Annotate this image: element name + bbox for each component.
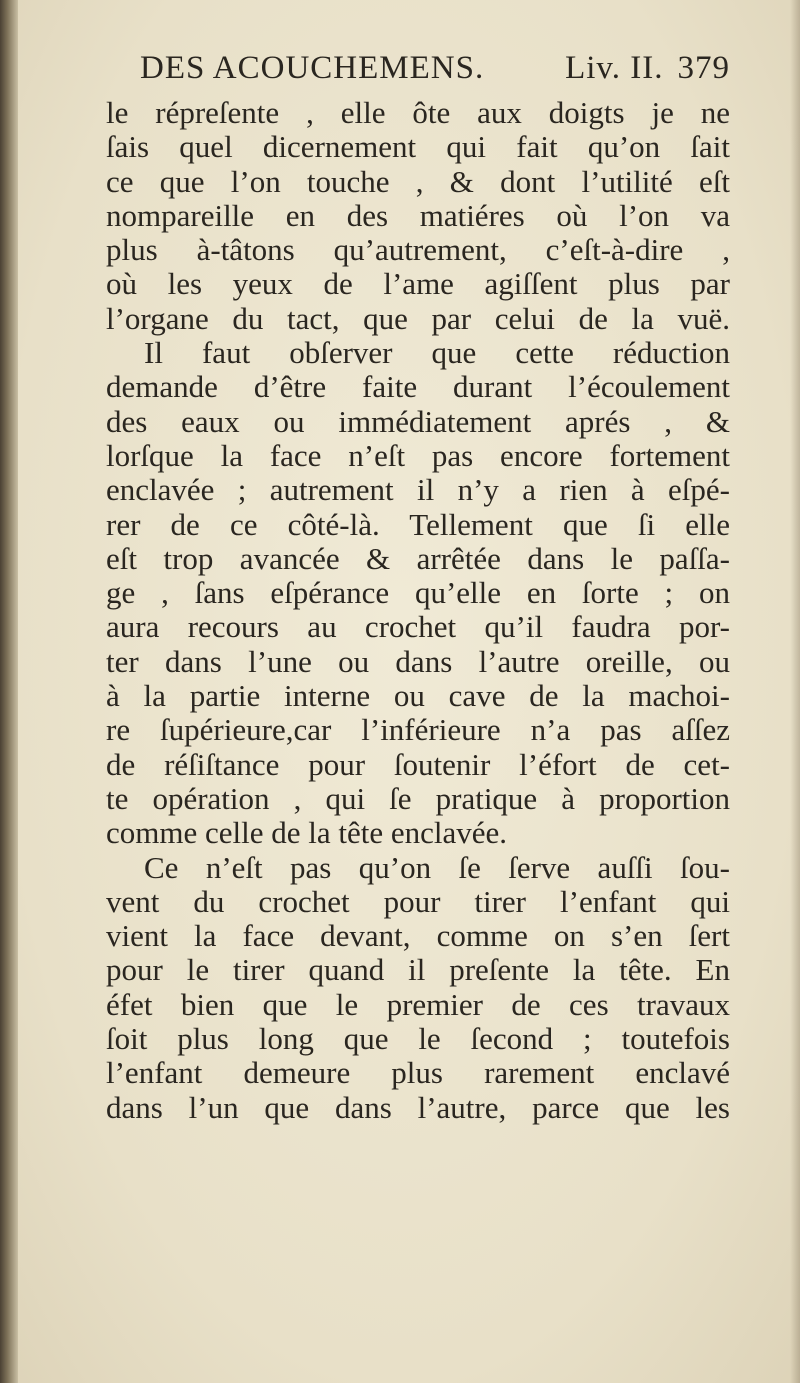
header-right xyxy=(565,50,730,87)
text-line: vient la face devant, comme on s’en ſert xyxy=(106,919,730,954)
body-text xyxy=(106,96,730,1125)
text-line: enclavée ; autrement il n’y a rien à eſpé- xyxy=(106,473,730,508)
text-line: ſoit plus long que le ſecond ; toutefois xyxy=(106,1022,730,1057)
text-line: re ſupérieure,car l’inférieure n’a pas aſſez xyxy=(106,713,730,748)
text-line: ter dans l’une ou dans l’autre oreille, ou xyxy=(106,644,730,679)
text-line: dans l’un que dans l’autre, parce que les xyxy=(106,1090,730,1125)
text-line: eſt trop avancée & arrêtée dans le paſſa- xyxy=(106,541,730,576)
text-line: le répreſente , elle ôte aux doigts je ne xyxy=(106,96,730,130)
text-line: te opération , qui ſe pratique à proportion xyxy=(106,781,730,816)
text-line: plus à-tâtons qu’autrement, c’eſt-à-dire , xyxy=(106,233,730,268)
text-line: pour le tirer quand il preſente la tête. En xyxy=(106,953,730,988)
text-line: rer de ce côté-là. Tellement que ſi elle xyxy=(106,507,730,542)
text-line: l’organe du tact, que par celui de la vuë. xyxy=(106,301,730,336)
text-line: à la partie interne ou cave de la machoi- xyxy=(106,679,730,714)
running-header xyxy=(140,50,730,98)
paragraph-start-line: Il faut obſerver que cette réduction xyxy=(144,336,730,371)
text-line: vent du crochet pour tirer l’enfant qui xyxy=(106,884,730,919)
paragraph-end-line: comme celle de la tête enclavée. xyxy=(106,816,508,851)
text-line: éfet bien que le premier de ces travaux xyxy=(106,987,730,1022)
page-number: 379 xyxy=(677,50,730,86)
text-line: de réſiſtance pour ſoutenir l’éfort de cet- xyxy=(106,747,730,782)
page-edge-shadow xyxy=(790,0,800,1383)
text-line: nompareille en des matiéres où l’on va xyxy=(106,198,730,233)
binding-gutter xyxy=(0,0,18,1383)
running-title: DES ACOUCHEMENS. xyxy=(140,50,485,86)
text-line: ce que l’on touche , & dont l’utilité eſt xyxy=(106,164,730,199)
paragraph-start-line: Ce n’eſt pas qu’on ſe ſerve auſſi ſou- xyxy=(144,850,730,885)
book-number: Liv. II. xyxy=(565,50,664,86)
text-line: ge , ſans eſpérance qu’elle en ſorte ; on xyxy=(106,576,730,611)
text-line: des eaux ou immédiatement aprés , & xyxy=(106,404,730,439)
text-line: ſais quel dicernement qui fait qu’on ſait xyxy=(106,130,730,165)
text-line: où les yeux de l’ame agiſſent plus par xyxy=(106,267,730,302)
text-line: demande d’être faite durant l’écoulement xyxy=(106,370,730,405)
text-line: lorſque la face n’eſt pas encore fortement xyxy=(106,438,730,473)
text-line: l’enfant demeure plus rarement enclavé xyxy=(106,1056,730,1091)
text-line: aura recours au crochet qu’il faudra por- xyxy=(106,610,730,645)
